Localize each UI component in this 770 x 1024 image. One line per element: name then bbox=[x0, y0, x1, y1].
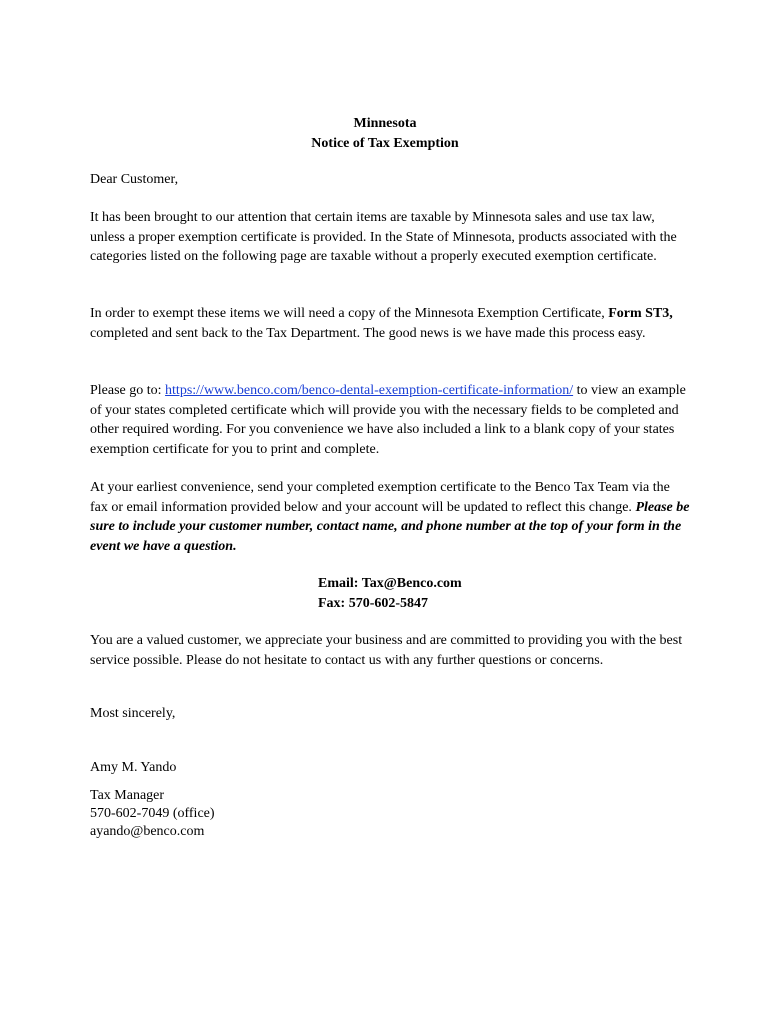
letter-heading bbox=[0, 114, 770, 154]
paragraph-taxable-notice: It has been brought to our attention that certain items are taxable by Minnesota sales and use tax law, unless a proper exemption certificate is provided. In the State of Minnesota, products associated with the categories listed on the following page are taxable without a properly executed exemption certificate. bbox=[90, 210, 677, 264]
submission-emphasis: Please be sure to include your customer number, contact name, and phone number at the top of your form in the event we have a question. bbox=[90, 499, 690, 554]
paragraph-exemption-rest: completed and sent back to the Tax Department. The good news is we have made this process easy. bbox=[90, 325, 646, 341]
paragraph-appreciation: You are a valued customer, we appreciate your business and are committed to providing you with the best service possible. Please do not hesitate to contact us with any further questions or concerns. bbox=[90, 633, 683, 668]
notice-title: Notice of Tax Exemption bbox=[311, 136, 459, 151]
signature-phone: 570-602-7049 (office) bbox=[90, 806, 215, 821]
paragraph-instructions-rest: to view an example of your states completed certificate which will provide you with the necessary fields to be completed and other required wording. For you convenience we have also included a link to a blank copy of your states exemption certificate for you to print and complete. bbox=[90, 383, 686, 457]
greeting: Dear Customer, bbox=[90, 172, 179, 187]
paragraph-instructions bbox=[90, 381, 690, 459]
contact-email: Email: Tax@Benco.com bbox=[318, 576, 462, 591]
paragraph-exemption-request bbox=[90, 304, 690, 343]
closing: Most sincerely, bbox=[90, 706, 176, 721]
signature-name: Amy M. Yando bbox=[90, 760, 177, 775]
contact-fax: Fax: 570-602-5847 bbox=[318, 595, 429, 611]
state-heading: Minnesota bbox=[353, 116, 417, 131]
paragraph-instructions-intro: Please go to: bbox=[90, 383, 166, 398]
paragraph-submission bbox=[90, 478, 690, 556]
paragraph-submission-intro: At your earliest convenience, send your completed exemption certificate to the Benco Tax Team via the fax or email information provided below and your account will be updated to reflect this change. bbox=[90, 480, 670, 515]
form-name: Form ST3, bbox=[608, 306, 673, 321]
signature-title: Tax Manager bbox=[90, 788, 165, 803]
certificate-info-link[interactable]: https://www.benco.com/benco-dental-exemption-certificate-information/ bbox=[165, 383, 574, 398]
signature-email: ayando@benco.com bbox=[90, 824, 205, 839]
signature-details bbox=[90, 787, 215, 841]
tax-team-contact bbox=[318, 574, 462, 613]
paragraph-exemption-intro: In order to exempt these items we will need a copy of the Minnesota Exemption Certificate, bbox=[90, 306, 609, 321]
